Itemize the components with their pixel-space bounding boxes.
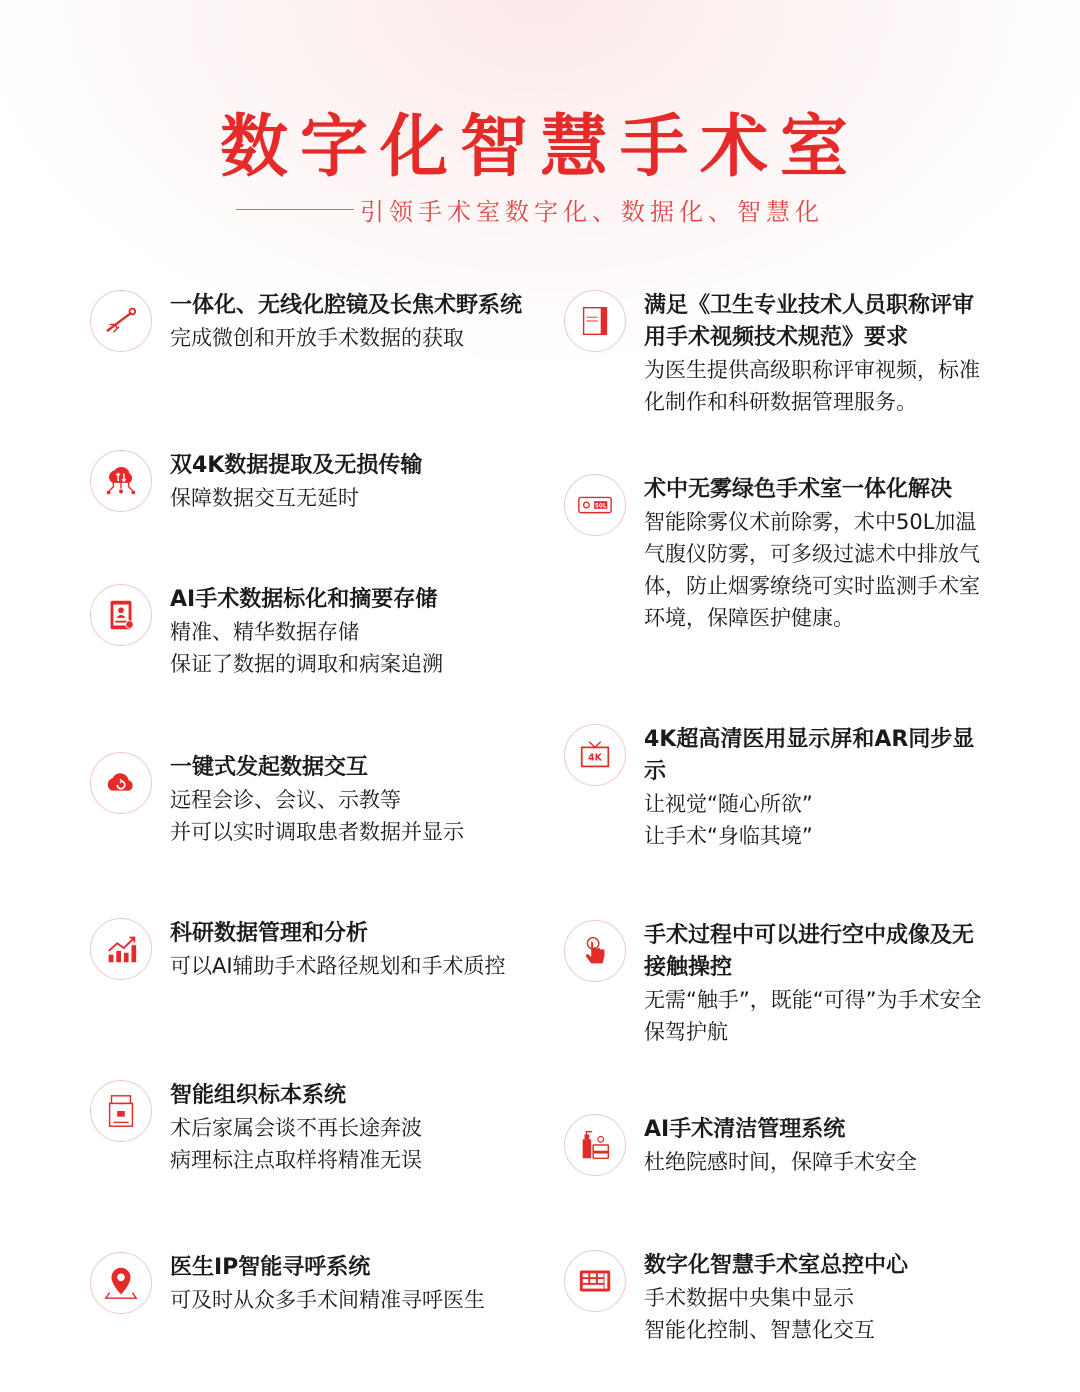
control-panel-icon <box>564 1250 626 1312</box>
touch-hand-icon <box>564 920 626 982</box>
feature-desc: 可及时从众多手术间精准寻呼医生 <box>170 1288 485 1312</box>
feature-item-control-center <box>564 1250 994 1346</box>
feature-item-video-standard <box>564 290 994 418</box>
insufflator-device-icon <box>564 474 626 536</box>
feature-title: 数字化智慧手术室总控中心 <box>644 1253 909 1278</box>
4k-monitor-icon <box>564 724 626 786</box>
feature-title: 手术过程中可以进行空中成像及无接触操控 <box>644 923 975 980</box>
feature-item-one-click <box>90 752 540 848</box>
feature-desc: 可以AI辅助手术路径规划和手术质控 <box>170 954 506 978</box>
feature-title: 智能组织标本系统 <box>170 1083 347 1108</box>
feature-item-ai-storage <box>90 584 540 680</box>
feature-item-cleaning <box>564 1114 994 1178</box>
feature-title: 一键式发起数据交互 <box>170 755 369 780</box>
monitor-label: 4K <box>588 752 602 764</box>
cleaning-supplies-icon <box>564 1114 626 1176</box>
feature-item-fog-free <box>564 474 994 634</box>
feature-desc: 杜绝院感时间，保障手术安全 <box>644 1150 917 1174</box>
feature-item-4k-transfer <box>90 450 540 514</box>
feature-desc: 远程会诊、会议、示教等 并可以实时调取患者数据并显示 <box>170 788 464 844</box>
feature-title: 科研数据管理和分析 <box>170 921 369 946</box>
location-pin-icon <box>90 1252 152 1314</box>
feature-title: 双4K数据提取及无损传输 <box>170 453 423 478</box>
subtitle-divider <box>236 209 354 210</box>
feature-desc: 保障数据交互无延时 <box>170 486 359 510</box>
feature-desc: 手术数据中央集中显示 智能化控制、智慧化交互 <box>644 1286 875 1342</box>
feature-desc: 精准、精华数据存储 保证了数据的调取和病案追溯 <box>170 620 443 676</box>
feature-title: AI手术清洁管理系统 <box>644 1117 846 1142</box>
feature-item-specimen <box>90 1080 540 1176</box>
feature-desc: 术后家属会谈不再长途奔波 病理标注点取样将精准无误 <box>170 1116 422 1172</box>
feature-item-laparoscope <box>90 290 540 354</box>
feature-title: 医生IP智能寻呼系统 <box>170 1255 371 1280</box>
laparoscope-icon <box>90 290 152 352</box>
feature-desc: 让视觉“随心所欲” 让手术“身临其境” <box>644 792 813 848</box>
feature-item-4k-display <box>564 724 994 852</box>
page-title: 数字化智慧手术室 <box>219 108 860 187</box>
specimen-cabinet-icon <box>90 1080 152 1142</box>
cloud-sync-icon <box>90 752 152 814</box>
feature-title: 4K超高清医用显示屏和AR同步显示 <box>644 727 975 784</box>
book-icon <box>564 290 626 352</box>
feature-item-touchless <box>564 920 994 1048</box>
feature-item-research <box>90 918 540 982</box>
medical-record-icon <box>90 584 152 646</box>
feature-desc: 完成微创和开放手术数据的获取 <box>170 326 464 350</box>
insufflator-label: 50L <box>594 503 607 510</box>
feature-desc: 智能除雾仪术前除雾，术中50L加温气腹仪防雾，可多级过滤术中排放气体，防止烟雾缭绕可实时监测手术室环境，保障医护健康。 <box>644 510 980 630</box>
feature-title: AI手术数据标化和摘要存储 <box>170 587 438 612</box>
feature-title: 一体化、无线化腔镜及长焦术野系统 <box>170 293 523 318</box>
feature-title: 满足《卫生专业技术人员职称评审用手术视频技术规范》要求 <box>644 293 975 350</box>
cloud-transfer-icon <box>90 450 152 512</box>
feature-desc: 为医生提供高级职称评审视频，标准化制作和科研数据管理服务。 <box>644 358 980 414</box>
feature-item-paging <box>90 1252 540 1316</box>
page-subtitle: 引领手术室数字化、数据化、智慧化 <box>360 197 824 226</box>
subtitle-row <box>236 192 824 226</box>
feature-title: 术中无雾绿色手术室一体化解决 <box>644 477 953 502</box>
feature-desc: 无需“触手”，既能“可得”为手术安全保驾护航 <box>644 988 982 1044</box>
bar-chart-icon <box>90 918 152 980</box>
